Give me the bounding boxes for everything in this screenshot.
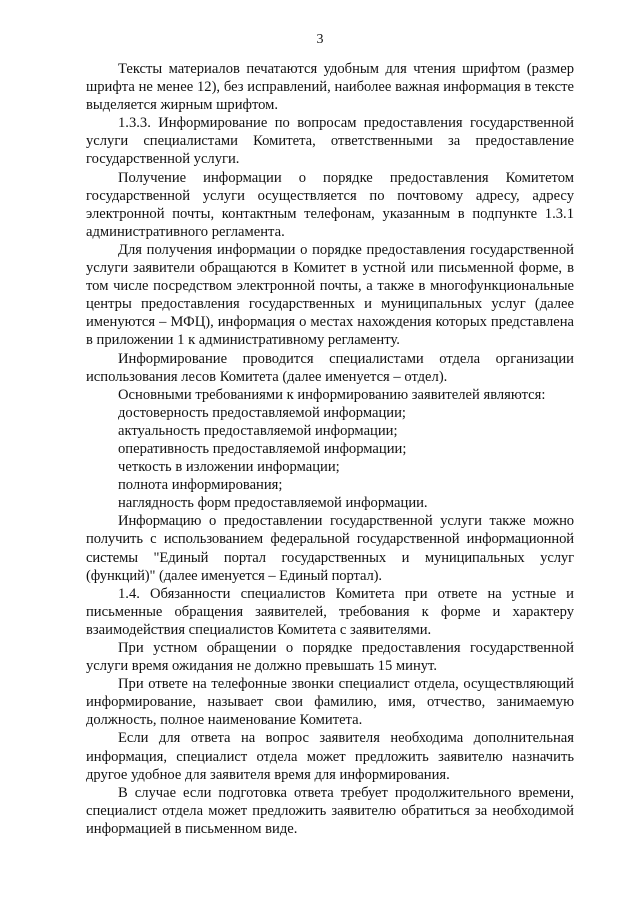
requirement-item: оперативность предоставляемой информации; xyxy=(118,440,407,457)
paragraph: Если для ответа на вопрос заявителя необходима дополнительная информация, специалист отдела может предложить заявителю назначить другое удобное для заявителя время для информирования. xyxy=(86,730,574,783)
paragraph: Тексты материалов печатаются удобным для чтения шрифтом (размер шрифта не менее 12), без исправлений, наиболее важная информация в тексте выделяется жирным шрифтом. xyxy=(86,61,574,114)
requirement-item: четкость в изложении информации; xyxy=(118,459,340,476)
section-heading-1-3-3: 1.3.3. Информирование по вопросам предоставления государственной услуги специалистами Комитета, ответственными за предоставление государственной услуги. xyxy=(86,115,574,168)
requirement-item: наглядность форм предоставляемой информации. xyxy=(118,495,428,512)
requirement-item: актуальность предоставляемой информации; xyxy=(118,422,398,439)
paragraph: При ответе на телефонные звонки специалист отдела, осуществляющий информирование, называет свои фамилию, имя, отчество, занимаемую должность, полное наименование Комитета. xyxy=(86,676,574,729)
requirements-intro: Основными требованиями к информированию заявителей являются: xyxy=(118,386,546,403)
paragraph: При устном обращении о порядке предоставления государственной услуги время ожидания не должно превышать 15 минут. xyxy=(86,640,574,675)
section-heading-1-4: 1.4. Обязанности специалистов Комитета при ответе на устные и письменные обращения заявителей, требования к форме и характеру взаимодействия специалистов Комитета с заявителями. xyxy=(86,585,574,638)
requirement-item: достоверность предоставляемой информации; xyxy=(118,404,406,421)
requirement-item: полнота информирования; xyxy=(118,477,283,494)
page-number: 3 xyxy=(316,32,324,47)
paragraph: В случае если подготовка ответа требует продолжительного времени, специалист отдела может предложить заявителю обратиться за необходимой информацией в письменном виде. xyxy=(86,784,574,837)
document-body xyxy=(86,60,574,838)
paragraph: Для получения информации о порядке предоставления государственной услуги заявители обращаются в Комитет в устной или письменной форме, в том числе посредством электронной почты, а также в многофункциональные центры предоставления государственных и муниципальных услуг (далее именуются – МФЦ), информация о местах нахождения которых представлена в приложении 1 к административному регламенту. xyxy=(86,241,574,349)
paragraph: Получение информации о порядке предоставления Комитетом государственной услуги осуществляется по почтовому адресу, адресу электронной почты, контактным телефонам, указанным в подпункте 1.3.1 административного регламента. xyxy=(86,169,574,240)
paragraph: Информирование проводится специалистами отдела организации использования лесов Комитета (далее именуется – отдел). xyxy=(86,350,574,385)
paragraph: Информацию о предоставлении государственной услуги также можно получить с использованием федеральной государственной информационной системы "Единый портал государственных и муниципальных услуг (функций)" (далее именуется – Единый портал). xyxy=(86,513,574,584)
